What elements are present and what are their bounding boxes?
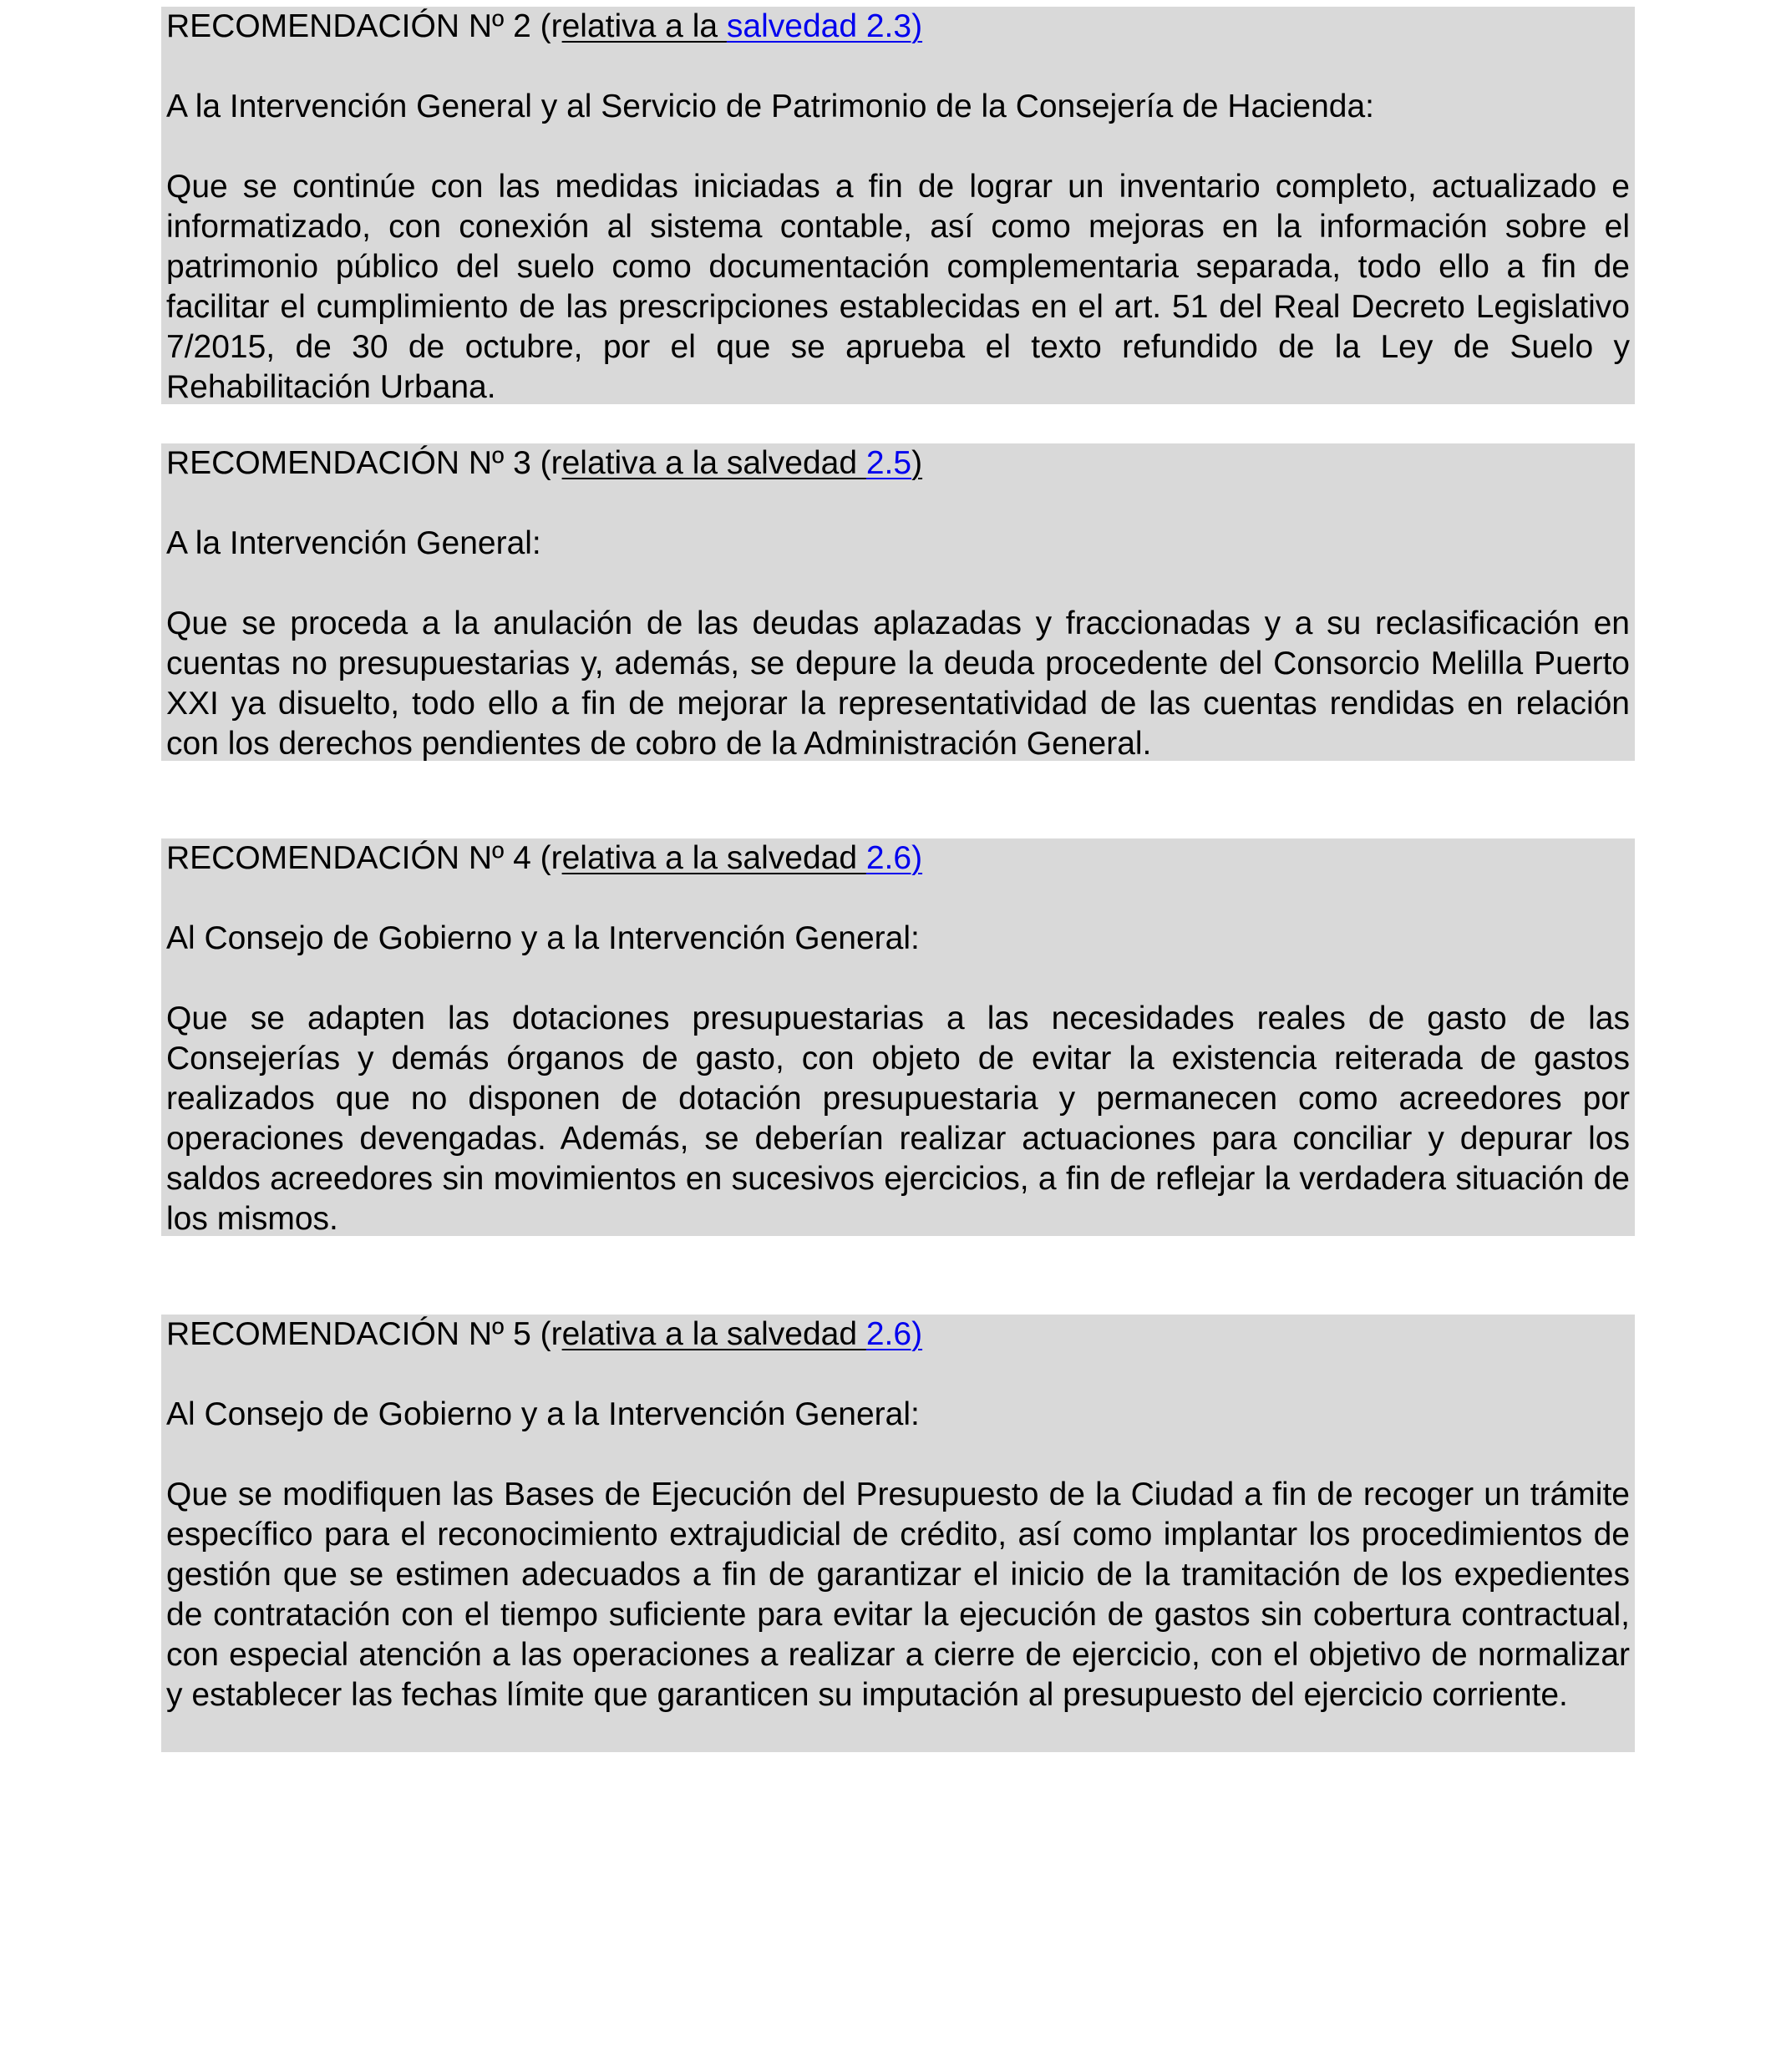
heading-label: RECOMENDACIÓN Nº 4 (r bbox=[166, 840, 562, 876]
recommendation-addressee: Al Consejo de Gobierno y a la Intervención General: bbox=[166, 1396, 920, 1432]
recommendation-4 bbox=[161, 838, 1635, 1236]
recommendation-addressee: A la Intervención General y al Servicio de Patrimonio de la Consejería de Hacienda: bbox=[166, 89, 1374, 124]
heading-label: RECOMENDACIÓN Nº 5 (r bbox=[166, 1316, 562, 1352]
recommendation-heading bbox=[166, 7, 1630, 47]
recommendation-3 bbox=[161, 443, 1635, 761]
heading-label: RECOMENDACIÓN Nº 2 (r bbox=[166, 8, 562, 44]
recommendation-body: Que se proceda a la anulación de las deudas aplazadas y fraccionadas y a su reclasificación en cuentas no presupuestarias y, además, se depure la deuda procedente del Consorcio Melilla Puerto XXI ya disuelto, todo ello a fin de mejorar la representatividad de las cuentas rendidas en relación con los derechos pendientes de cobro de la Administración General. bbox=[166, 605, 1630, 762]
recommendation-addressee: Al Consejo de Gobierno y a la Intervención General: bbox=[166, 920, 920, 956]
recommendation-body: Que se continúe con las medidas iniciadas a fin de lograr un inventario completo, actualizado e informatizado, con conexión al sistema contable, así como mejoras en la información sobre el patrimonio público del suelo como documentación complementaria separada, todo ello a fin de facilitar el cumplimiento de las prescripciones establecidas en el art. 51 del Real Decreto Legislativo 7/2015, de 30 de octubre, por el que se aprueba el texto refundido de la Ley de Suelo y Rehabilitación Urbana. bbox=[166, 169, 1630, 405]
recommendation-addressee: A la Intervención General: bbox=[166, 525, 541, 561]
salvedad-link[interactable]: 2.6) bbox=[865, 1316, 923, 1352]
heading-label: RECOMENDACIÓN Nº 3 (r bbox=[166, 445, 562, 481]
salvedad-link[interactable]: salvedad 2.3) bbox=[726, 8, 923, 44]
recommendation-heading bbox=[166, 838, 1630, 879]
recommendation-5 bbox=[161, 1315, 1635, 1752]
recommendation-2 bbox=[161, 7, 1635, 404]
recommendation-body: Que se adapten las dotaciones presupuestarias a las necesidades reales de gasto de las Consejerías y demás órganos de gasto, con objeto de evitar la existencia reiterada de gastos realizados que no disponen de dotación presupuestaria y permanecen como acreedores por operaciones devengadas. Además, se deberían realizar actuaciones para conciliar y depurar los saldos acreedores sin movimientos en sucesivos ejercicios, a fin de reflejar la verdadera situación de los mismos. bbox=[166, 1001, 1630, 1237]
recommendation-heading bbox=[166, 1315, 1630, 1355]
recommendation-heading bbox=[166, 443, 1630, 484]
recommendation-body: Que se modifiquen las Bases de Ejecución del Presupuesto de la Ciudad a fin de recoger un trámite específico para el reconocimiento extrajudicial de crédito, así como implantar los procedimientos de gestión que se estimen adecuados a fin de garantizar el inicio de la tramitación de los expedientes de contratación con el tiempo suficiente para evitar la ejecución de gastos sin cobertura contractual, con especial atención a las operaciones a realizar a cierre de ejercicio, con el objetivo de normalizar y establecer las fechas límite que garanticen su imputación al presupuesto del ejercicio corriente. bbox=[166, 1477, 1630, 1713]
salvedad-link[interactable]: 2.6) bbox=[865, 840, 923, 876]
heading-relative-text: elativa a la salvedad bbox=[561, 445, 866, 481]
heading-tail: ) bbox=[911, 445, 923, 481]
heading-relative-text: elativa a la salvedad bbox=[561, 840, 866, 876]
heading-relative-text: elativa a la bbox=[561, 8, 727, 44]
heading-relative-text: elativa a la salvedad bbox=[561, 1316, 866, 1352]
salvedad-link[interactable]: 2.5 bbox=[865, 445, 912, 481]
